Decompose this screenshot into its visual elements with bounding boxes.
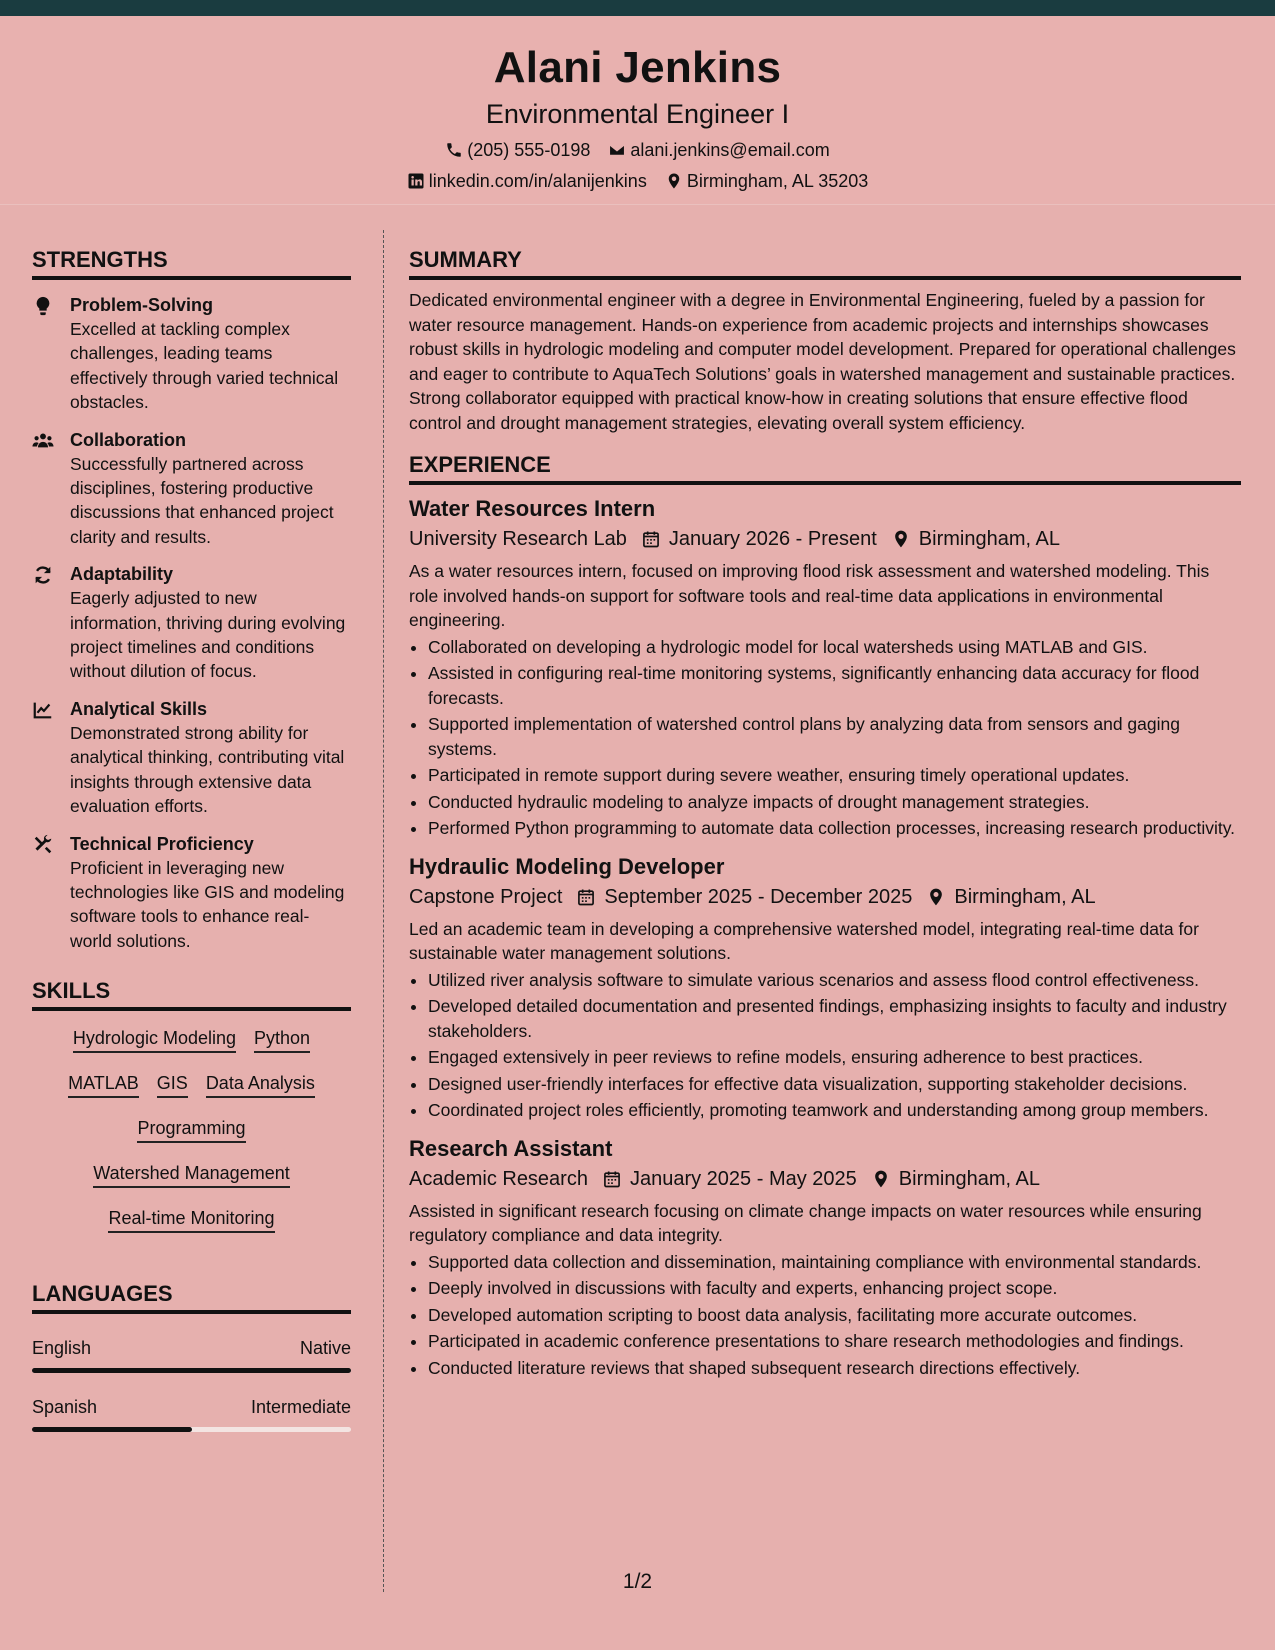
strength-name: Collaboration [70, 429, 186, 450]
job-bullet: • Conducted literature reviews that shaped subsequent research directions effectively. [428, 1356, 1241, 1381]
phone-icon [445, 141, 463, 159]
linkedin-text[interactable]: linkedin.com/in/alanijenkins [428, 171, 647, 191]
job-entry [409, 853, 1241, 1123]
job-bullets [409, 635, 1241, 841]
strength-name: Adaptability [70, 564, 174, 585]
strength-item [32, 832, 351, 954]
email-text[interactable]: alani.jenkins@email.com [630, 140, 830, 160]
job-bullets [409, 968, 1241, 1123]
skills-section [32, 977, 351, 1242]
languages-section [32, 1280, 351, 1432]
experience-heading: EXPERIENCE [409, 451, 1241, 485]
language-item [32, 1336, 351, 1373]
phone-text: (205) 555-0198 [467, 140, 591, 160]
column-divider [383, 230, 384, 1592]
skill-row [32, 1107, 351, 1152]
page-number: 1/2 [622, 1570, 653, 1593]
strength-desc: Successfully partnered across disciplines, fostering productive discussions that enhanced project clarity and results. [70, 453, 334, 547]
language-name: Spanish [32, 1397, 98, 1418]
skills-list [32, 1017, 351, 1242]
summary-heading: SUMMARY [409, 246, 1241, 280]
job-bullet: • Performed Python programming to automate data collection processes, increasing research productivity. [428, 816, 1241, 841]
job-bullet: • Deeply involved in discussions with faculty and experts, enhancing project scope. [428, 1276, 1241, 1301]
line-chart-icon [32, 699, 54, 721]
job-bullet: • Designed user-friendly interfaces for effective data visualization, supporting stakeholder decisions. [428, 1072, 1241, 1097]
map-pin-icon [871, 1169, 891, 1189]
resume-header [0, 16, 1275, 205]
job-bullet: • Coordinated project roles efficiently, promoting teamwork and understanding among group members. [428, 1098, 1241, 1123]
envelope-icon [608, 141, 626, 159]
language-level: Native [299, 1338, 351, 1359]
location-text: Birmingham, AL 35203 [686, 171, 869, 191]
top-accent-bar [0, 0, 1275, 16]
linkedin-icon [407, 172, 425, 190]
phone-contact [445, 139, 590, 161]
calendar-icon [602, 1169, 622, 1189]
language-name: English [32, 1338, 92, 1359]
map-pin-icon [926, 887, 946, 907]
job-organization: University Research Lab [409, 528, 627, 550]
job-description: Assisted in significant research focusing on climate change impacts on water resources while ensuring regulatory compliance and data integrity. [409, 1200, 1202, 1245]
job-location: Birmingham, AL [954, 885, 1096, 908]
right-column [409, 246, 1241, 1380]
strength-item [32, 293, 351, 415]
language-item [32, 1395, 351, 1432]
calendar-icon [576, 887, 596, 907]
job-dates: September 2025 - December 2025 [604, 885, 913, 908]
job-description: As a water resources intern, focused on improving flood risk assessment and watershed modeling. This role involved hands-on support for software tools and real-time data applications in environmental engineering. [409, 561, 1210, 630]
job-entry-title: Water Resources Intern [409, 496, 656, 521]
language-bar [32, 1427, 351, 1432]
contact-row-2 [0, 170, 1275, 192]
summary-text: Dedicated environmental engineer with a degree in Environmental Engineering, fueled by a passion for water resource management. Hands-on experience from academic projects and internships showcases robust skills in hydrologic modeling and computer model development. Prepared for operational challenges and eager to contribute to AquaTech Solutions’ goals in watershed management and sustainable practices. Strong collaborator equipped with practical know-how in creating solutions that ensure effective flood control and drought management strategies, elevating overall system efficiency. [409, 290, 1236, 433]
left-column [32, 246, 351, 1432]
job-bullet: • Utilized river analysis software to simulate various scenarios and assess flood control effectiveness. [428, 968, 1241, 993]
skill-tag: Programming [137, 1116, 245, 1143]
job-meta [409, 525, 1241, 553]
map-pin-icon [665, 172, 683, 190]
strength-desc: Eagerly adjusted to new information, thriving during evolving project timelines and conditions without dilution of focus. [70, 588, 346, 682]
skill-tag: Hydrologic Modeling [73, 1026, 236, 1053]
job-entry-title: Hydraulic Modeling Developer [409, 853, 725, 879]
job-bullet: • Assisted in configuring real-time monitoring systems, significantly enhancing data accuracy for flood forecasts. [428, 661, 1241, 710]
strength-desc: Demonstrated strong ability for analytical thinking, contributing vital insights through extensive data evaluation efforts. [70, 722, 345, 817]
job-bullet: • Supported data collection and dissemination, maintaining compliance with environmental standards. [428, 1250, 1241, 1275]
job-bullet: • Developed automation scripting to boost data analysis, facilitating more accurate outcomes. [428, 1303, 1241, 1328]
strength-desc: Excelled at tackling complex challenges, leading teams effectively through varied technical obstacles. [70, 319, 339, 413]
skill-row [32, 1017, 351, 1062]
job-bullet: • Participated in remote support during severe weather, ensuring timely operational updates. [428, 763, 1241, 788]
skill-row [32, 1152, 351, 1197]
job-organization: Academic Research [409, 1167, 588, 1190]
job-organization: Capstone Project [409, 885, 563, 908]
email-contact[interactable] [608, 139, 829, 161]
skill-tag: MATLAB [68, 1071, 139, 1098]
skill-row [32, 1062, 351, 1107]
job-bullets [409, 1250, 1241, 1381]
job-description: Led an academic team in developing a comprehensive watershed model, integrating real-time data for sustainable water management solutions. [409, 918, 1199, 963]
skill-tag: Real-time Monitoring [108, 1206, 274, 1233]
lightbulb-icon [32, 295, 54, 317]
candidate-name: Alani Jenkins [493, 43, 782, 92]
skill-row [32, 1197, 351, 1242]
job-dates: January 2025 - May 2025 [629, 1167, 857, 1190]
language-bar [32, 1368, 351, 1373]
skill-tag: Python [254, 1026, 310, 1053]
job-bullet: • Collaborated on developing a hydrologic model for local watersheds using MATLAB and GIS. [428, 635, 1241, 660]
job-bullet: • Supported implementation of watershed control plans by analyzing data from sensors and gaging systems. [428, 712, 1241, 761]
job-dates: January 2026 - Present [668, 528, 877, 550]
job-bullet: • Participated in academic conference presentations to share research methodologies and findings. [428, 1329, 1241, 1354]
job-bullet: • Developed detailed documentation and presented findings, emphasizing insights to faculty and industry stakeholders. [428, 994, 1241, 1043]
location-contact [665, 170, 868, 192]
strength-item [32, 428, 351, 550]
job-bullet: • Conducted hydraulic modeling to analyze impacts of drought management strategies. [428, 790, 1241, 815]
job-title: Environmental Engineer I [485, 99, 790, 129]
linkedin-contact[interactable] [407, 170, 647, 192]
experience-section [409, 451, 1241, 1380]
job-bullet: • Engaged extensively in peer reviews to refine models, ensuring adherence to best practices. [428, 1045, 1241, 1070]
contact-row-1 [0, 139, 1275, 161]
languages-heading: LANGUAGES [32, 1280, 351, 1314]
job-entry-title: Research Assistant [409, 1135, 613, 1161]
refresh-icon [32, 564, 54, 586]
strength-name: Analytical Skills [70, 698, 208, 719]
job-entry [409, 1135, 1241, 1381]
strengths-heading: STRENGTHS [32, 246, 351, 280]
language-level: Intermediate [250, 1397, 351, 1418]
skills-heading: SKILLS [32, 977, 351, 1011]
skill-tag: Watershed Management [93, 1161, 289, 1188]
job-location: Birmingham, AL [898, 1167, 1040, 1190]
map-pin-icon [891, 529, 911, 549]
strength-name: Problem-Solving [70, 295, 214, 315]
language-bar-fill [32, 1368, 351, 1373]
job-meta [409, 883, 1241, 911]
tools-icon [32, 834, 54, 856]
skill-tag: GIS [157, 1071, 188, 1098]
users-icon [32, 430, 54, 452]
job-meta [409, 1165, 1241, 1193]
strength-name: Technical Proficiency [70, 833, 254, 854]
job-location: Birmingham, AL [918, 528, 1060, 550]
strength-item [32, 562, 351, 684]
calendar-icon [641, 529, 661, 549]
experience-list [409, 495, 1241, 1380]
strength-item [32, 697, 351, 819]
strength-desc: Proficient in leveraging new technologies like GIS and modeling software tools to enhance real-world solutions. [70, 857, 345, 951]
skill-tag: Data Analysis [206, 1071, 315, 1098]
job-entry [409, 495, 1241, 841]
strengths-list [32, 293, 351, 953]
language-bar-fill [32, 1427, 192, 1432]
